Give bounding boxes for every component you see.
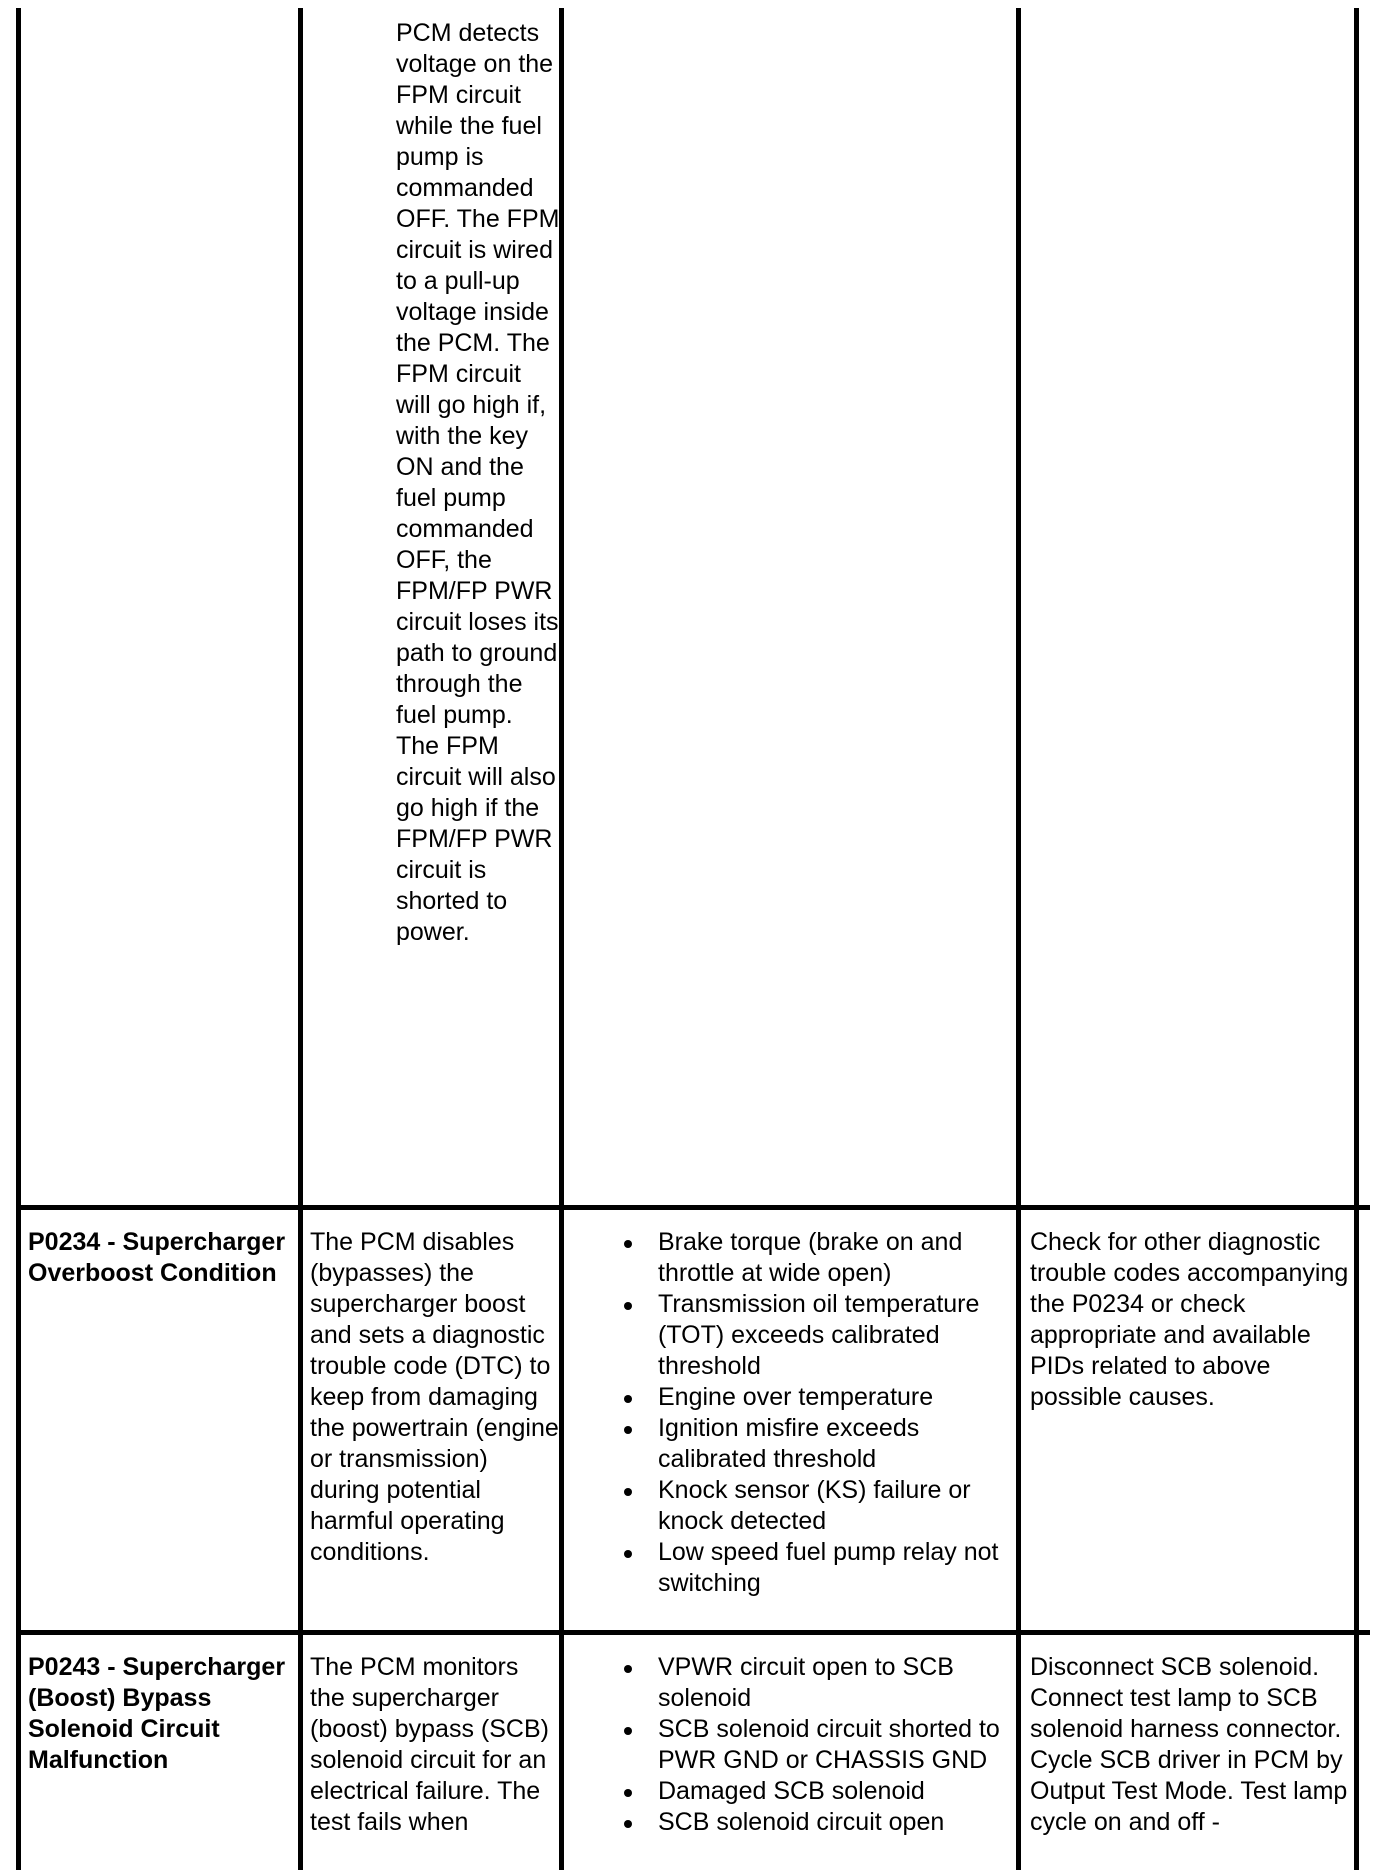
list-item: Engine over temperature [568,1382,1018,1413]
possible-causes-cell [568,1652,1018,1838]
list-item: VPWR circuit open to SCB solenoid [568,1652,1018,1714]
list-item: SCB solenoid circuit open [568,1807,1018,1838]
action-cell: Disconnect SCB solenoid. Connect test lamp to SCB solenoid harness connector. Cycle SCB driver in PCM by Output Test Mode. Test lamp cycle on and off - [1030,1653,1348,1836]
row-divider [18,1205,1370,1210]
list-item: Ignition misfire exceeds calibrated threshold [568,1413,1018,1475]
action-cell: Check for other diagnostic trouble codes accompanying the P0234 or check appropriate and available PIDs related to above possible causes. [1030,1228,1349,1411]
condition-description-cell: The PCM disables (bypasses) the supercharger boost and sets a diagnostic trouble code (DTC) to keep from damaging the powertrain (engine or transmission) during potential harmful operating conditions. [310,1228,559,1566]
causes-list [568,1652,1018,1838]
list-item: Brake torque (brake on and throttle at wide open) [568,1227,1018,1289]
causes-list [568,1227,1018,1599]
column-divider [559,8,564,1870]
list-item: Low speed fuel pump relay not switching [568,1537,1018,1599]
row-divider [18,1630,1370,1635]
table-border-left [16,8,21,1870]
column-divider [298,8,303,1870]
list-item: SCB solenoid circuit shorted to PWR GND or CHASSIS GND [568,1714,1018,1776]
list-item: Knock sensor (KS) failure or knock detected [568,1475,1018,1537]
condition-description-cell: The PCM monitors the supercharger (boost) bypass (SCB) solenoid circuit for an electrical failure. The test fails when [310,1653,549,1836]
dtc-code-cell: P0234 - Supercharger Overboost Condition [28,1228,286,1287]
column-divider [1016,8,1021,1870]
possible-causes-cell [568,1227,1018,1599]
list-item: Transmission oil temperature (TOT) exceeds calibrated threshold [568,1289,1018,1382]
list-item: Damaged SCB solenoid [568,1776,1018,1807]
condition-description-cell: PCM detects voltage on the FPM circuit while the fuel pump is commanded OFF. The FPM circuit is wired to a pull-up voltage inside the PCM. The FPM circuit will go high if, with the key ON and the fuel pump commanded OFF, the FPM/FP PWR circuit loses its path to ground through the fuel pump. The FPM circuit will also go high if the FPM/FP PWR circuit is shorted to power. [396,19,560,946]
dtc-code-cell: P0243 - Supercharger (Boost) Bypass Solenoid Circuit Malfunction [28,1653,286,1774]
table-border-right [1354,8,1359,1870]
